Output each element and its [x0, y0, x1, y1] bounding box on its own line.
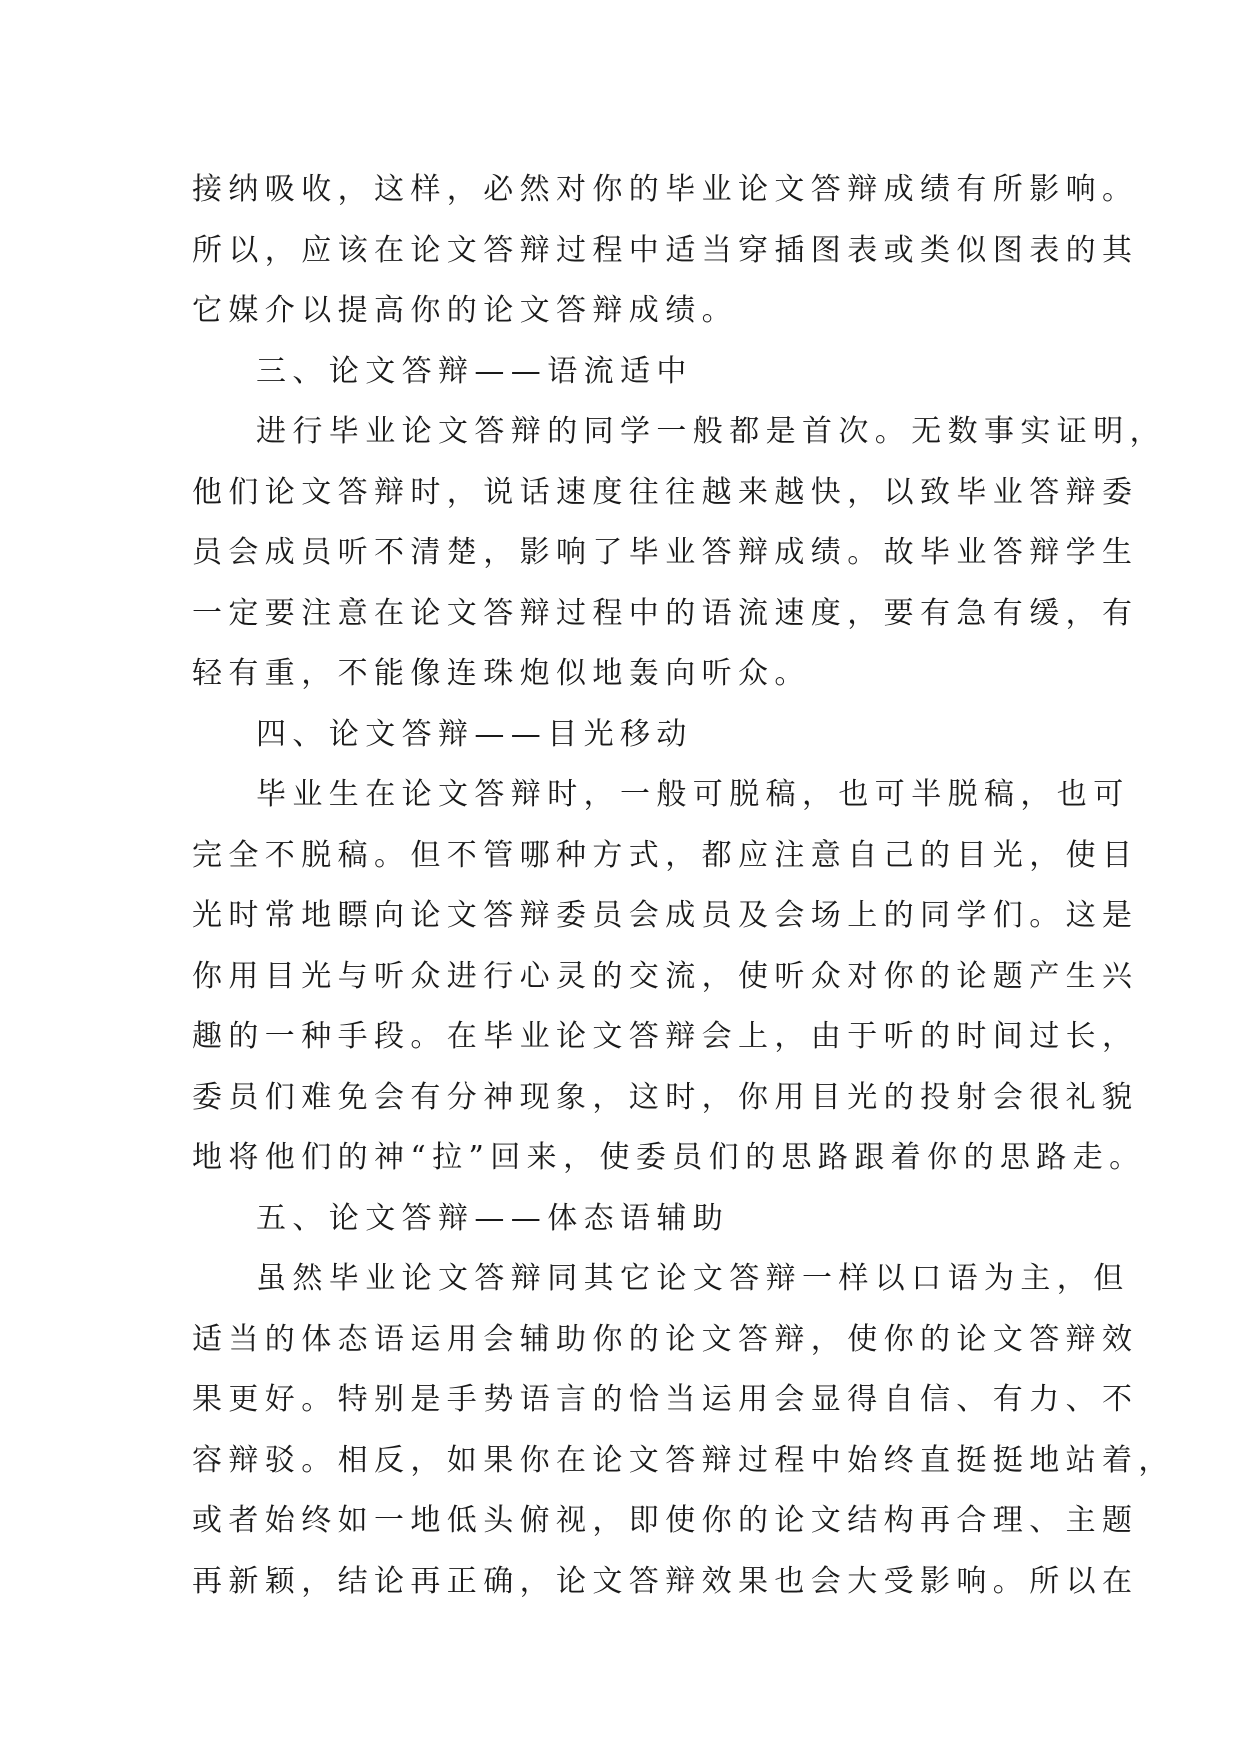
paragraph-line-indented: 三、论文答辩——语流适中: [256, 353, 693, 389]
paragraph-line: 再新颖，结论再正确，论文答辩效果也会大受影响。所以在: [192, 1563, 1139, 1599]
paragraph-line: 接纳吸收，这样，必然对你的毕业论文答辩成绩有所影响。: [192, 172, 1139, 207]
paragraph-line: 它媒介以提高你的论文答辩成绩。: [192, 293, 738, 328]
paragraph-line: 果更好。特别是手势语言的恰当运用会显得自信、有力、不: [192, 1382, 1139, 1417]
paragraph-line-indented: 虽然毕业论文答辩同其它论文答辩一样以口语为主，但: [256, 1261, 1130, 1296]
paragraph-line: 轻有重，不能像连珠炮似地轰向听众。: [192, 656, 811, 691]
paragraph-line: 委员们难免会有分神现象，这时，你用目光的投射会很礼貌: [192, 1079, 1139, 1115]
paragraph-line-indented: 四、论文答辩——目光移动: [256, 716, 693, 752]
paragraph-line: 员会成员听不清楚，影响了毕业答辩成绩。故毕业答辩学生: [192, 535, 1139, 570]
paragraph-line: 所以，应该在论文答辩过程中适当穿插图表或类似图表的其: [192, 232, 1139, 268]
paragraph-line: 地将他们的神“拉”回来，使委员们的思路跟着你的思路走。: [192, 1140, 1146, 1175]
paragraph-line: 适当的体态语运用会辅助你的论文答辩，使你的论文答辩效: [192, 1321, 1139, 1357]
paragraph-line-indented: 进行毕业论文答辩的同学一般都是首次。无数事实证明，: [256, 414, 1166, 449]
paragraph-line: 完全不脱稿。但不管哪种方式，都应注意自己的目光，使目: [192, 837, 1139, 873]
paragraph-line: 趣的一种手段。在毕业论文答辩会上，由于听的时间过长，: [192, 1019, 1139, 1054]
paragraph-line: 或者始终如一地低头俯视，即使你的论文结构再合理、主题: [192, 1503, 1139, 1538]
paragraph-line: 容辩驳。相反，如果你在论文答辩过程中始终直挺挺地站着，: [192, 1442, 1175, 1478]
paragraph-line: 你用目光与听众进行心灵的交流，使听众对你的论题产生兴: [192, 958, 1139, 994]
paragraph-line-indented: 毕业生在论文答辩时，一般可脱稿，也可半脱稿，也可: [256, 777, 1130, 812]
paragraph-line: 一定要注意在论文答辩过程中的语流速度，要有急有缓，有: [192, 595, 1139, 631]
paragraph-line: 他们论文答辩时，说话速度往往越来越快，以致毕业答辩委: [192, 474, 1139, 510]
paragraph-line: 光时常地瞟向论文答辩委员会成员及会场上的同学们。这是: [192, 898, 1139, 933]
document-body: [192, 160, 1175, 1612]
paragraph-line-indented: 五、论文答辩——体态语辅助: [256, 1200, 730, 1236]
